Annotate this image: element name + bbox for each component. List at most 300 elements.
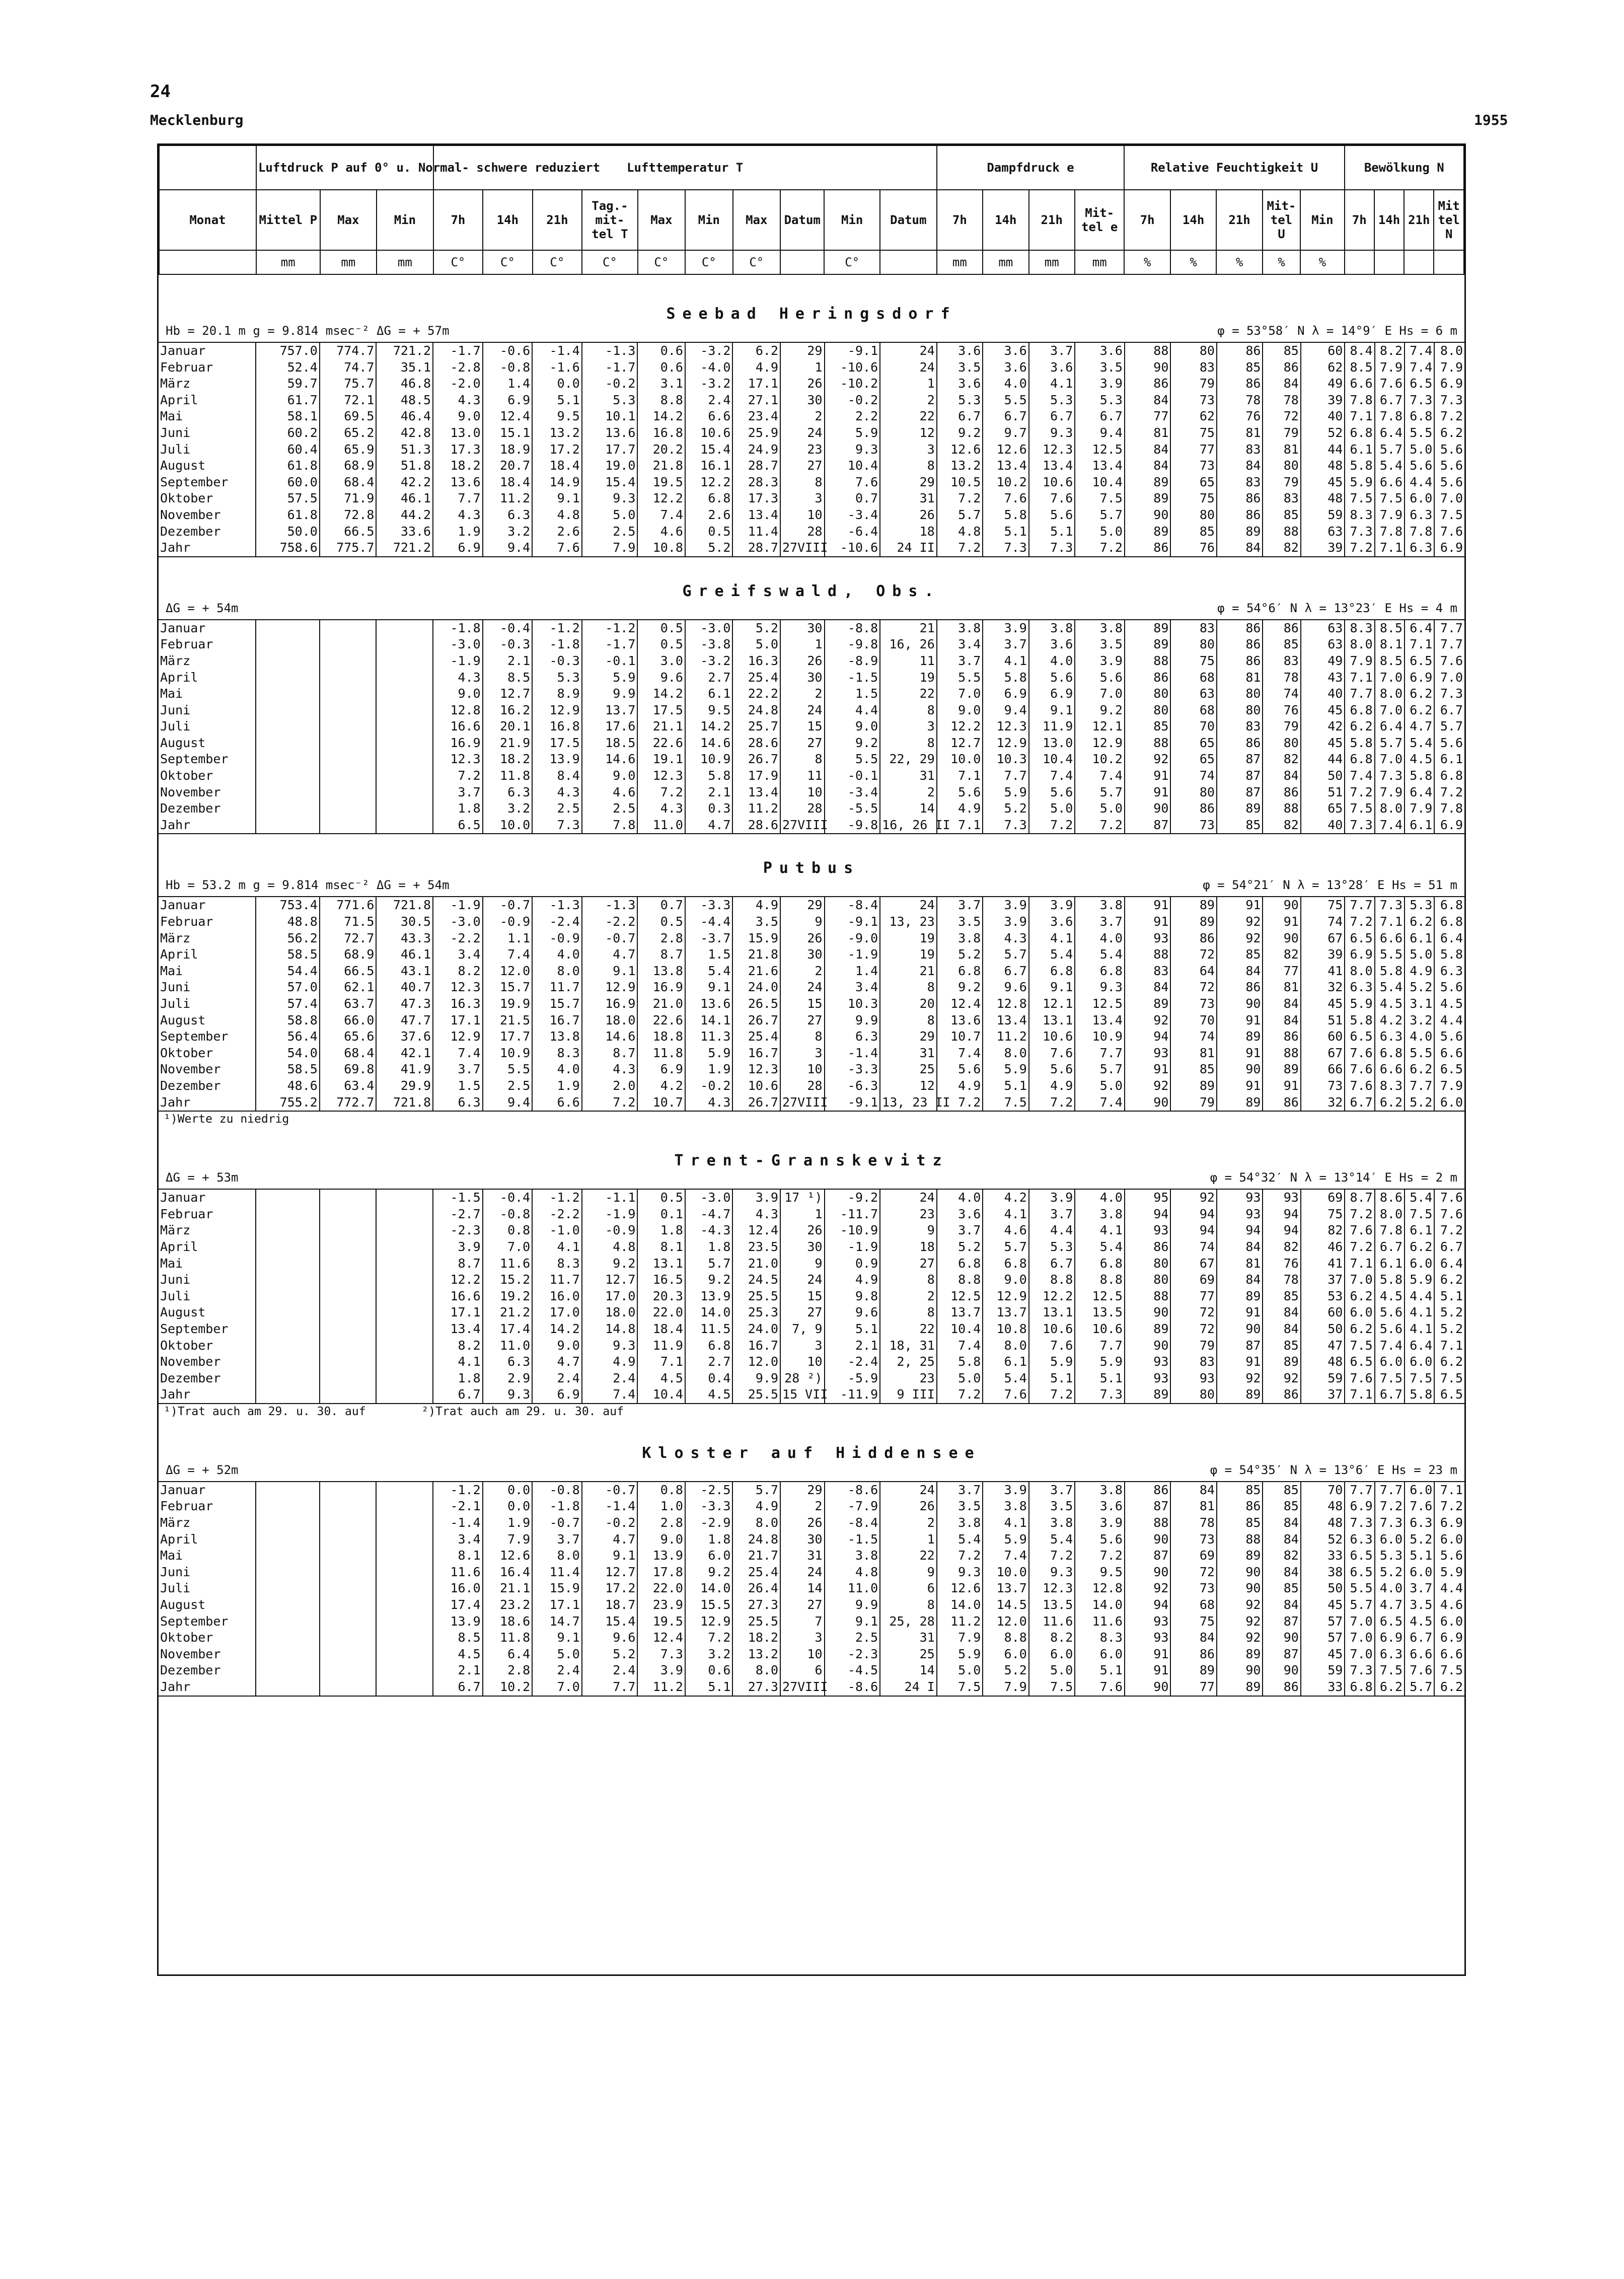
value-cell [320, 1222, 377, 1239]
value-cell: 24 [780, 979, 825, 996]
value-cell: 5.8 [1434, 946, 1464, 963]
value-cell: 12.2 [433, 1272, 483, 1288]
value-cell: 18.9 [483, 442, 533, 458]
value-cell: -1.9 [433, 653, 483, 670]
value-cell: 6.8 [685, 1338, 733, 1354]
value-cell: 6.2 [1405, 1061, 1434, 1078]
value-cell: 88 [1125, 735, 1171, 752]
value-cell: 11.8 [483, 1630, 533, 1646]
table-row [159, 1061, 1464, 1078]
value-cell: 2.6 [532, 524, 582, 540]
value-cell: 83 [1263, 490, 1300, 507]
value-cell: 48.8 [256, 914, 320, 930]
value-cell: -2.3 [433, 1222, 483, 1239]
value-cell: 8.7 [1345, 1189, 1374, 1206]
annual-value: 6.7 [1345, 1094, 1374, 1112]
value-cell: 13.6 [937, 1012, 983, 1029]
value-cell: 86 [1217, 979, 1263, 996]
annual-value: 7.3 [532, 817, 582, 834]
value-cell: 91 [1217, 1354, 1263, 1370]
value-cell: 9 [780, 914, 825, 930]
value-cell: 75 [1170, 1613, 1217, 1630]
value-cell: 17.7 [582, 442, 638, 458]
value-cell: 14.6 [685, 735, 733, 752]
month-cell: Oktober [160, 768, 213, 783]
value-cell: -2.2 [433, 930, 483, 947]
value-cell: 67 [1301, 1045, 1345, 1062]
annual-value: 7.4 [582, 1386, 638, 1404]
value-cell: 26.7 [732, 751, 780, 768]
value-cell: 45 [1301, 1597, 1345, 1613]
value-cell [376, 1222, 433, 1239]
value-cell: 3.6 [937, 376, 983, 392]
annual-value: 7.2 [1345, 540, 1374, 557]
value-cell: 90 [1125, 359, 1171, 376]
value-cell [256, 1272, 320, 1288]
value-cell: 6.8 [1345, 702, 1374, 719]
header-unit: C° [733, 250, 780, 274]
value-cell: 10.2 [1075, 751, 1125, 768]
value-cell: 12.3 [1029, 1580, 1075, 1597]
annual-value: 40 [1301, 817, 1345, 834]
value-cell: 86 [1170, 1646, 1217, 1663]
value-cell: 7.1 [1434, 1338, 1464, 1354]
value-cell: 8.2 [1375, 342, 1405, 359]
value-cell: 62 [1170, 408, 1217, 425]
value-cell: 75 [1170, 425, 1217, 442]
header-unit: % [1216, 250, 1262, 274]
value-cell: 7.2 [937, 1548, 983, 1564]
value-cell: 23 [880, 1206, 937, 1223]
value-cell: 4.0 [1375, 1580, 1405, 1597]
value-cell: 9.0 [433, 408, 483, 425]
value-cell: 9.0 [637, 1531, 685, 1548]
value-cell: 81 [1217, 670, 1263, 686]
value-cell: 11.9 [1029, 718, 1075, 735]
value-cell: 5.2 [983, 1662, 1029, 1679]
annual-value: 33 [1301, 1679, 1345, 1696]
value-cell: 7.4 [1029, 768, 1075, 784]
value-cell: 23.2 [483, 1597, 533, 1613]
value-cell: 90 [1125, 1531, 1171, 1548]
value-cell: 6.4 [1405, 1338, 1434, 1354]
value-cell: 5.3 [582, 392, 638, 409]
value-cell: 0.1 [637, 1206, 685, 1223]
value-cell: 19 [880, 930, 937, 947]
header-col: 14h [483, 190, 532, 250]
table-header [159, 145, 1464, 275]
value-cell: 8 [880, 1597, 937, 1613]
value-cell: 85 [1217, 1482, 1263, 1499]
month-cell: Juni [160, 702, 191, 717]
value-cell: 32 [1301, 979, 1345, 996]
value-cell: 3.8 [937, 620, 983, 637]
value-cell: 6.8 [1075, 963, 1125, 980]
value-cell: 86 [1263, 359, 1300, 376]
table-row [159, 1597, 1464, 1613]
annual-value: 32 [1301, 1094, 1345, 1112]
value-cell: 48 [1301, 1498, 1345, 1515]
value-cell: 2.4 [532, 1370, 582, 1387]
value-cell: 78 [1263, 392, 1300, 409]
value-cell: 4.5 [433, 1646, 483, 1663]
value-cell: 8.1 [433, 1548, 483, 1564]
value-cell: 40.7 [376, 979, 433, 996]
value-cell: 7.2 [1375, 1498, 1405, 1515]
value-cell: -4.3 [685, 1222, 733, 1239]
value-cell: 5.1 [532, 392, 582, 409]
month-cell: November [160, 507, 221, 522]
value-cell: 72 [1263, 408, 1300, 425]
value-cell: 6.4 [1405, 620, 1434, 637]
value-cell: 6.0 [1375, 1531, 1405, 1548]
value-cell: 86 [1170, 930, 1217, 947]
value-cell: 7.9 [1375, 359, 1405, 376]
value-cell: -2.9 [685, 1515, 733, 1531]
value-cell: 4.4 [1434, 1012, 1464, 1029]
year-label: 1955 [1474, 112, 1508, 128]
month-cell: Oktober [160, 1045, 213, 1060]
value-cell: 12.1 [1029, 996, 1075, 1012]
value-cell: 86 [1217, 653, 1263, 670]
value-cell: 6.8 [1029, 963, 1075, 980]
value-cell [320, 1630, 377, 1646]
value-cell: 25.9 [732, 425, 780, 442]
value-cell: -8.4 [825, 1515, 880, 1531]
value-cell: 8.0 [1345, 963, 1374, 980]
value-cell: 5.7 [732, 1482, 780, 1499]
annual-value: 24 II [880, 540, 937, 557]
annual-value [256, 1679, 320, 1696]
value-cell: 18.2 [483, 751, 533, 768]
value-cell: 7.3 [1345, 1662, 1374, 1679]
value-cell: 18.7 [582, 1597, 638, 1613]
value-cell: 3.8 [1029, 1515, 1075, 1531]
value-cell: 2.1 [433, 1662, 483, 1679]
value-cell: 3.9 [637, 1662, 685, 1679]
value-cell: 92 [1217, 1370, 1263, 1387]
value-cell: 53 [1301, 1288, 1345, 1305]
value-cell: 0.8 [483, 1222, 533, 1239]
annual-value: 5.2 [1405, 1094, 1434, 1112]
annual-value [320, 1679, 377, 1696]
value-cell: 16.2 [483, 702, 533, 719]
value-cell: 7.5 [1345, 1338, 1374, 1354]
value-cell: 56.4 [256, 1028, 320, 1045]
value-cell: 3.0 [637, 653, 685, 670]
value-cell: 15.7 [483, 979, 533, 996]
value-cell: 7.6 [1434, 524, 1464, 540]
month-cell: September [160, 474, 229, 489]
value-cell: 0.0 [483, 1498, 533, 1515]
value-cell [376, 1646, 433, 1663]
value-cell: 89 [1217, 1646, 1263, 1663]
value-cell: 28 ²) [780, 1370, 825, 1387]
value-cell: -3.4 [825, 784, 880, 801]
value-cell: 92 [1263, 1370, 1300, 1387]
value-cell [256, 1580, 320, 1597]
value-cell: 12.4 [732, 1222, 780, 1239]
value-cell: 89 [1170, 1662, 1217, 1679]
value-cell: 6.1 [1375, 1256, 1405, 1272]
value-cell: 17.3 [732, 490, 780, 507]
value-cell: 8.0 [1375, 1206, 1405, 1223]
value-cell: 5.3 [1029, 392, 1075, 409]
value-cell: 18.5 [582, 735, 638, 752]
month-cell: Februar [160, 1499, 213, 1514]
value-cell: -1.9 [582, 1206, 638, 1223]
value-cell: 9.3 [1029, 425, 1075, 442]
annual-value: 13, 23 II [880, 1094, 937, 1112]
value-cell: 48 [1301, 1354, 1345, 1370]
value-cell: 92 [1217, 914, 1263, 930]
month-cell: Juni [160, 1564, 191, 1579]
value-cell: -3.0 [433, 914, 483, 930]
value-cell: 31 [880, 490, 937, 507]
value-cell: 7.3 [1434, 686, 1464, 702]
annual-value: 7.0 [532, 1679, 582, 1696]
value-cell: 50 [1301, 768, 1345, 784]
annual-value: 6.7 [433, 1386, 483, 1404]
value-cell: 22 [880, 1548, 937, 1564]
value-cell: 7.7 [1434, 636, 1464, 653]
value-cell: 3.5 [937, 914, 983, 930]
header-unit: % [1170, 250, 1216, 274]
value-cell: 89 [1170, 1078, 1217, 1094]
value-cell: 6.8 [1434, 914, 1464, 930]
value-cell [256, 653, 320, 670]
value-cell: 46.8 [376, 376, 433, 392]
value-cell: 25.5 [732, 1613, 780, 1630]
value-cell: 1 [880, 1531, 937, 1548]
value-cell: 12.6 [983, 442, 1029, 458]
value-cell: 6.6 [1434, 1045, 1464, 1062]
jahr-label: Jahr [160, 817, 191, 832]
value-cell: 6.9 [637, 1061, 685, 1078]
value-cell: 65 [1170, 735, 1217, 752]
value-cell: 2.1 [685, 784, 733, 801]
value-cell [376, 1613, 433, 1630]
value-cell: 4.3 [582, 1061, 638, 1078]
value-cell: 81 [1263, 442, 1300, 458]
value-cell: 7.3 [637, 1646, 685, 1663]
table-row [159, 979, 1464, 996]
value-cell: 59 [1301, 1370, 1345, 1387]
header-col: Mit- tel e [1075, 190, 1125, 250]
value-cell: -3.7 [685, 930, 733, 947]
jahr-label: Jahr [160, 1679, 191, 1694]
value-cell: 4.5 [1405, 751, 1434, 768]
value-cell: 3.8 [1075, 1206, 1125, 1223]
value-cell: 3.9 [983, 1482, 1029, 1499]
value-cell: 72 [1170, 946, 1217, 963]
value-cell: 14.2 [685, 718, 733, 735]
value-cell: 93 [1125, 1045, 1171, 1062]
value-cell: 9.3 [582, 490, 638, 507]
value-cell: 6.6 [685, 408, 733, 425]
value-cell: 6.0 [1405, 1256, 1434, 1272]
value-cell: 12.5 [1075, 1288, 1125, 1305]
value-cell: 11.4 [532, 1564, 582, 1581]
value-cell [320, 735, 377, 752]
value-cell: 3.6 [937, 342, 983, 359]
value-cell: 84 [1263, 1321, 1300, 1338]
value-cell: 5.9 [983, 784, 1029, 801]
station-left-meta: ΔG = + 52m [166, 1462, 239, 1477]
value-cell: 21.0 [637, 996, 685, 1012]
annual-value: 7.1 [1345, 1386, 1374, 1404]
value-cell: 26 [880, 1498, 937, 1515]
value-cell: -11.7 [825, 1206, 880, 1223]
value-cell: 68 [1170, 1597, 1217, 1613]
value-cell: 10.6 [685, 425, 733, 442]
value-cell: 7.2 [1345, 1239, 1374, 1256]
value-cell: 94 [1125, 1597, 1171, 1613]
value-cell: 4.8 [937, 524, 983, 540]
value-cell: 86 [1217, 735, 1263, 752]
value-cell [320, 784, 377, 801]
month-cell: Februar [160, 1206, 213, 1221]
value-cell: 6.2 [1345, 1288, 1374, 1305]
table-row [159, 1564, 1464, 1581]
value-cell: 89 [1125, 474, 1171, 491]
table-row [159, 524, 1464, 540]
value-cell: 4.1 [1029, 930, 1075, 947]
value-cell: 2, 25 [880, 1354, 937, 1370]
value-cell [376, 1288, 433, 1305]
value-cell: 14.0 [937, 1597, 983, 1613]
value-cell: 87 [1263, 1646, 1300, 1663]
value-cell: 8.0 [1375, 800, 1405, 817]
value-cell: 3.7 [433, 1061, 483, 1078]
value-cell: 10.9 [1075, 1028, 1125, 1045]
value-cell: 7.2 [1434, 784, 1464, 801]
value-cell: 8.8 [637, 392, 685, 409]
value-cell: 85 [1217, 359, 1263, 376]
value-cell: 73 [1170, 1580, 1217, 1597]
value-cell: 5.9 [1345, 996, 1374, 1012]
value-cell: -3.0 [685, 1189, 733, 1206]
value-cell: 68 [1170, 702, 1217, 719]
value-cell: 13.7 [983, 1580, 1029, 1597]
month-cell: April [160, 392, 198, 407]
station-block [159, 557, 1464, 835]
value-cell: -0.7 [582, 1482, 638, 1499]
value-cell: 0.5 [637, 1189, 685, 1206]
value-cell: 86 [1217, 490, 1263, 507]
value-cell: -0.7 [582, 930, 638, 947]
value-cell: -8.4 [825, 897, 880, 914]
value-cell: 3.8 [825, 1548, 880, 1564]
value-cell: 80 [1125, 702, 1171, 719]
value-cell: -0.6 [483, 342, 533, 359]
value-cell: 2.0 [582, 1078, 638, 1094]
value-cell: 7.2 [685, 1630, 733, 1646]
value-cell: 71.5 [320, 914, 377, 930]
value-cell: 69.8 [320, 1061, 377, 1078]
value-cell: 15.4 [582, 1613, 638, 1630]
value-cell: 5.0 [1075, 1078, 1125, 1094]
value-cell: 2 [880, 1515, 937, 1531]
value-cell: 5.6 [1029, 670, 1075, 686]
value-cell: -3.0 [433, 636, 483, 653]
value-cell: 5.9 [937, 1646, 983, 1663]
value-cell: 80 [1170, 636, 1217, 653]
value-cell: 9.2 [937, 425, 983, 442]
value-cell [320, 1239, 377, 1256]
value-cell: 4.6 [1434, 1597, 1464, 1613]
annual-value: 11.0 [637, 817, 685, 834]
month-cell: August [160, 1305, 206, 1320]
annual-value: 7.1 [937, 817, 983, 834]
value-cell: 84 [1217, 1239, 1263, 1256]
value-cell: 9.0 [825, 718, 880, 735]
value-cell: 6.4 [1375, 718, 1405, 735]
value-cell: 6.1 [685, 686, 733, 702]
value-cell: 10.4 [937, 1321, 983, 1338]
value-cell: 4.9 [582, 1354, 638, 1370]
value-cell: 9.9 [825, 1012, 880, 1029]
value-cell: 5.1 [1029, 1370, 1075, 1387]
value-cell: 68.9 [320, 946, 377, 963]
value-cell: 68.4 [320, 474, 377, 491]
value-cell: 75 [1301, 1206, 1345, 1223]
table-row [159, 1272, 1464, 1288]
value-cell: 13.0 [433, 425, 483, 442]
header-unit: mm [983, 250, 1028, 274]
value-cell: -9.8 [825, 636, 880, 653]
table-row [159, 1370, 1464, 1387]
value-cell: 19.5 [637, 1613, 685, 1630]
value-cell: 1.8 [433, 1370, 483, 1387]
annual-value: 7.3 [983, 540, 1029, 557]
value-cell: 86 [1217, 1498, 1263, 1515]
annual-value: 5.7 [1405, 1679, 1434, 1696]
value-cell: 48.6 [256, 1078, 320, 1094]
value-cell: 44.2 [376, 507, 433, 524]
value-cell: 5.4 [1405, 1189, 1434, 1206]
value-cell: 14.6 [582, 1028, 638, 1045]
annual-value: 24 I [880, 1679, 937, 1696]
value-cell: 23.9 [637, 1597, 685, 1613]
value-cell: 14.0 [685, 1580, 733, 1597]
month-cell: Juli [160, 1288, 191, 1303]
value-cell: 7.1 [1345, 1256, 1374, 1272]
value-cell: 0.3 [685, 800, 733, 817]
value-cell: 7.8 [1375, 408, 1405, 425]
value-cell: 2 [880, 392, 937, 409]
value-cell: 22.6 [637, 735, 685, 752]
value-cell: 68.9 [320, 458, 377, 474]
value-cell: 19.2 [483, 1288, 533, 1305]
value-cell [376, 1239, 433, 1256]
value-cell: 22 [880, 408, 937, 425]
value-cell: 11.4 [732, 524, 780, 540]
value-cell: 64 [1170, 963, 1217, 980]
value-cell: 49 [1301, 653, 1345, 670]
value-cell: 7.6 [1345, 1045, 1374, 1062]
month-cell: August [160, 458, 206, 473]
value-cell: 12.5 [1075, 996, 1125, 1012]
value-cell: 8.0 [1375, 686, 1405, 702]
value-cell: -1.3 [532, 897, 582, 914]
value-cell [320, 1613, 377, 1630]
annual-value [320, 817, 377, 834]
table-row [159, 735, 1464, 752]
value-cell: 76 [1217, 408, 1263, 425]
value-cell: 10.7 [937, 1028, 983, 1045]
value-cell: 13.1 [1029, 1304, 1075, 1321]
